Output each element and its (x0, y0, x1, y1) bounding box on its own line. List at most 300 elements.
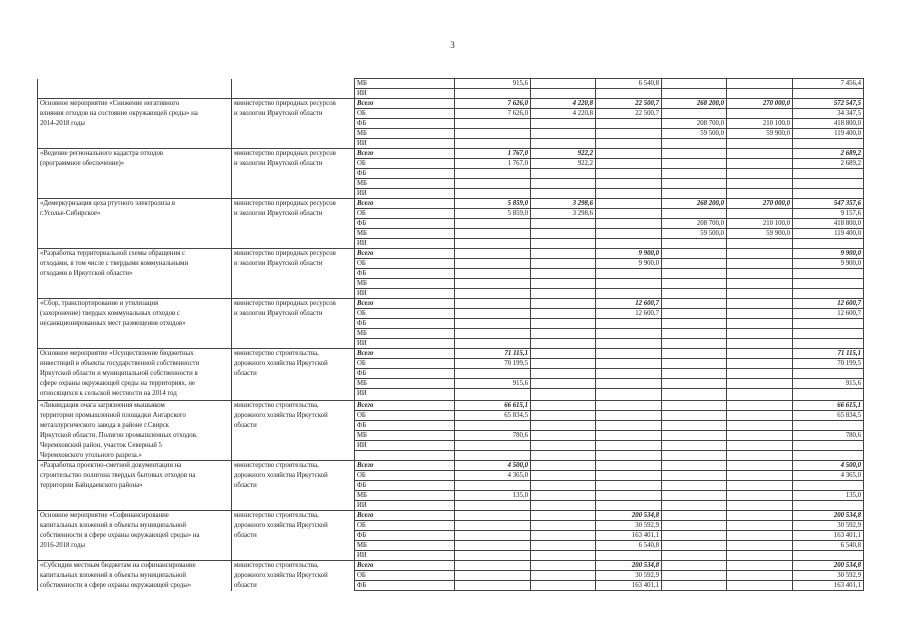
activity-name-cell: отходами, в том числе с твердыми коммунальными (38, 259, 232, 269)
amount-cell (793, 551, 864, 561)
amount-cell: 12 600,7 (793, 309, 864, 319)
amount-cell (531, 511, 596, 521)
amount-cell (596, 169, 662, 179)
amount-cell (662, 531, 727, 541)
activity-name-cell: металлургического завода в районе г.Свирск (38, 421, 232, 431)
amount-cell (662, 411, 727, 421)
amount-cell (531, 249, 596, 259)
amount-cell: 59 900,0 (727, 129, 793, 139)
amount-cell: 119 400,0 (793, 229, 864, 239)
amount-cell (455, 299, 531, 309)
amount-cell (662, 209, 727, 219)
executor-cell (232, 389, 355, 401)
activity-name-cell (38, 229, 232, 239)
amount-cell (531, 119, 596, 129)
table-row (38, 421, 864, 431)
amount-cell (727, 461, 793, 471)
table-row (38, 199, 864, 209)
table-row (38, 129, 864, 139)
amount-cell (793, 139, 864, 149)
amount-cell (596, 401, 662, 411)
executor-cell (232, 89, 355, 99)
funding-source-cell: МБ (355, 229, 455, 239)
executor-cell: министерство строительства, (232, 401, 355, 411)
amount-cell: 915,6 (455, 79, 531, 89)
funding-source-cell: ФБ (355, 219, 455, 229)
activity-name-cell (38, 239, 232, 249)
activity-name-cell: Черемховского угольного разреза.» (38, 451, 232, 461)
amount-cell (455, 179, 531, 189)
activity-name-cell: (захоронение) твердых коммунальных отходов с (38, 309, 232, 319)
executor-cell (232, 319, 355, 329)
amount-cell (727, 451, 793, 461)
table-row (38, 369, 864, 379)
executor-cell: и экологии Иркутской области (232, 209, 355, 219)
amount-cell (531, 561, 596, 571)
funding-source-cell: Всего (355, 299, 455, 309)
amount-cell (662, 541, 727, 551)
amount-cell (531, 279, 596, 289)
amount-cell: 4 220,8 (531, 99, 596, 109)
amount-cell (596, 359, 662, 369)
amount-cell (596, 551, 662, 561)
amount-cell: 7 456,4 (793, 79, 864, 89)
amount-cell (531, 521, 596, 531)
funding-source-cell: Всего (355, 401, 455, 411)
executor-cell (232, 431, 355, 441)
amount-cell (596, 239, 662, 249)
executor-cell (232, 379, 355, 389)
executor-cell: министерство строительства, (232, 349, 355, 359)
activity-name-cell (38, 339, 232, 349)
amount-cell (455, 229, 531, 239)
amount-cell: 208 700,0 (662, 119, 727, 129)
table-row (38, 279, 864, 289)
activity-name-cell: «Сбор, транспортирование и утилизация (38, 299, 232, 309)
amount-cell: 4 500,0 (793, 461, 864, 471)
amount-cell: 200 534,8 (793, 561, 864, 571)
amount-cell (662, 389, 727, 401)
amount-cell: 915,6 (793, 379, 864, 389)
amount-cell (727, 389, 793, 401)
funding-source-cell: ОБ (355, 259, 455, 269)
amount-cell (455, 259, 531, 269)
activity-name-cell: г.Усолье-Сибирское» (38, 209, 232, 219)
table-row (38, 431, 864, 441)
amount-cell (455, 581, 531, 591)
activity-name-cell (38, 89, 232, 99)
amount-cell (793, 329, 864, 339)
amount-cell (727, 309, 793, 319)
amount-cell: 65 834,5 (455, 411, 531, 421)
amount-cell: 9 900,0 (793, 259, 864, 269)
amount-cell (662, 521, 727, 531)
amount-cell (793, 169, 864, 179)
amount-cell (793, 369, 864, 379)
activity-name-cell: 2014-2018 годы (38, 119, 232, 129)
activity-name-cell: Основное мероприятие «Снижение негативного (38, 99, 232, 109)
activity-name-cell: «Ведение регионального кадастра отходов (38, 149, 232, 159)
amount-cell: 12 600,7 (596, 309, 662, 319)
funding-source-cell: ФБ (355, 369, 455, 379)
funding-source-cell: ИИ (355, 289, 455, 299)
amount-cell (531, 329, 596, 339)
amount-cell: 1 767,0 (455, 149, 531, 159)
amount-cell: 915,6 (455, 379, 531, 389)
executor-cell (232, 501, 355, 511)
amount-cell (793, 319, 864, 329)
amount-cell (531, 179, 596, 189)
executor-cell (232, 219, 355, 229)
amount-cell (727, 561, 793, 571)
amount-cell (727, 139, 793, 149)
table-row (38, 109, 864, 119)
amount-cell (727, 89, 793, 99)
funding-source-cell: МБ (355, 329, 455, 339)
amount-cell (727, 109, 793, 119)
activity-name-cell: строительство полигона твердых бытовых отходов на (38, 471, 232, 481)
funding-source-cell: ИИ (355, 501, 455, 511)
amount-cell (531, 541, 596, 551)
activity-name-cell (38, 169, 232, 179)
amount-cell (531, 441, 596, 451)
funding-source-cell: ИИ (355, 239, 455, 249)
amount-cell: 59 500,0 (662, 129, 727, 139)
amount-cell: 30 592,9 (596, 521, 662, 531)
amount-cell: 6 540,8 (793, 541, 864, 551)
amount-cell (662, 571, 727, 581)
amount-cell (727, 521, 793, 531)
table-row (38, 219, 864, 229)
amount-cell: 418 800,0 (793, 219, 864, 229)
executor-cell: области (232, 581, 355, 591)
amount-cell (662, 169, 727, 179)
amount-cell (727, 189, 793, 199)
amount-cell: 270 000,0 (727, 199, 793, 209)
amount-cell: 208 700,0 (662, 219, 727, 229)
table-row (38, 299, 864, 309)
amount-cell (793, 269, 864, 279)
funding-source-cell: ФБ (355, 169, 455, 179)
executor-cell: дорожного хозяйства Иркутской (232, 359, 355, 369)
amount-cell: 9 900,0 (793, 249, 864, 259)
funding-source-cell: МБ (355, 541, 455, 551)
amount-cell (596, 329, 662, 339)
amount-cell (727, 481, 793, 491)
amount-cell (727, 149, 793, 159)
amount-cell: 4 220,8 (531, 109, 596, 119)
funding-source-cell: ОБ (355, 359, 455, 369)
amount-cell (531, 189, 596, 199)
amount-cell (531, 309, 596, 319)
funding-source-cell: МБ (355, 179, 455, 189)
amount-cell (662, 349, 727, 359)
amount-cell (455, 531, 531, 541)
amount-cell: 22 500,7 (596, 109, 662, 119)
executor-cell (232, 541, 355, 551)
amount-cell (727, 401, 793, 411)
executor-cell (232, 119, 355, 129)
activity-name-cell: «Демеркуризация цеха ртутного электролиза в (38, 199, 232, 209)
executor-cell (232, 491, 355, 501)
amount-cell: 135,0 (793, 491, 864, 501)
executor-cell (232, 129, 355, 139)
funding-source-cell: ОБ (355, 209, 455, 219)
activity-name-cell: территории промышленной площадки Ангарского (38, 411, 232, 421)
activity-name-cell: собственности в сфере охраны окружающей среды» (38, 581, 232, 591)
table-row (38, 451, 864, 461)
amount-cell (455, 421, 531, 431)
executor-cell: министерство природных ресурсов (232, 99, 355, 109)
funding-source-cell: МБ (355, 379, 455, 389)
table-row (38, 359, 864, 369)
funding-source-cell: ФБ (355, 421, 455, 431)
amount-cell (793, 279, 864, 289)
budget-table (37, 78, 864, 591)
table-row (38, 571, 864, 581)
table-row (38, 349, 864, 359)
table-row (38, 89, 864, 99)
amount-cell (531, 411, 596, 421)
amount-cell (662, 491, 727, 501)
amount-cell (596, 159, 662, 169)
funding-source-cell: ОБ (355, 411, 455, 421)
amount-cell (596, 491, 662, 501)
funding-source-cell: ОБ (355, 571, 455, 581)
amount-cell: 200 534,8 (596, 511, 662, 521)
amount-cell (662, 359, 727, 369)
amount-cell (531, 451, 596, 461)
amount-cell (727, 339, 793, 349)
executor-cell: и экологии Иркутской области (232, 259, 355, 269)
funding-source-cell (355, 451, 455, 461)
amount-cell: 572 547,5 (793, 99, 864, 109)
table-row (38, 259, 864, 269)
page-number: 3 (450, 40, 455, 50)
amount-cell: 71 115,1 (455, 349, 531, 359)
amount-cell: 9 900,0 (596, 259, 662, 269)
amount-cell (531, 461, 596, 471)
amount-cell (596, 501, 662, 511)
amount-cell (596, 451, 662, 461)
amount-cell (662, 289, 727, 299)
funding-source-cell: ФБ (355, 481, 455, 491)
amount-cell (662, 329, 727, 339)
table-row (38, 209, 864, 219)
amount-cell: 210 100,0 (727, 119, 793, 129)
funding-source-cell: ОБ (355, 471, 455, 481)
activity-name-cell (38, 289, 232, 299)
table-row (38, 511, 864, 521)
amount-cell (793, 421, 864, 431)
executor-cell: области (232, 531, 355, 541)
table-row (38, 471, 864, 481)
amount-cell (662, 189, 727, 199)
executor-cell (232, 289, 355, 299)
amount-cell (662, 431, 727, 441)
amount-cell (455, 571, 531, 581)
activity-name-cell: Черемховский район, участок Северный 5 (38, 441, 232, 451)
funding-source-cell: МБ (355, 279, 455, 289)
amount-cell (727, 179, 793, 189)
amount-cell (727, 379, 793, 389)
amount-cell (596, 461, 662, 471)
amount-cell: 163 401,1 (793, 581, 864, 591)
amount-cell: 9 900,0 (596, 249, 662, 259)
amount-cell: 7 626,0 (455, 109, 531, 119)
amount-cell: 135,0 (455, 491, 531, 501)
amount-cell (727, 491, 793, 501)
funding-source-cell: Всего (355, 349, 455, 359)
funding-source-cell: ФБ (355, 119, 455, 129)
amount-cell (531, 359, 596, 369)
amount-cell (596, 319, 662, 329)
amount-cell (531, 129, 596, 139)
activity-name-cell (38, 79, 232, 89)
funding-source-cell: ИИ (355, 551, 455, 561)
amount-cell: 9 157,6 (793, 209, 864, 219)
amount-cell (662, 471, 727, 481)
amount-cell: 4 365,0 (455, 471, 531, 481)
executor-cell: министерство природных ресурсов (232, 149, 355, 159)
executor-cell: и экологии Иркутской области (232, 109, 355, 119)
amount-cell (662, 159, 727, 169)
funding-source-cell: Всего (355, 461, 455, 471)
amount-cell (727, 531, 793, 541)
amount-cell (727, 411, 793, 421)
executor-cell (232, 441, 355, 451)
activity-name-cell: «Ликвидация очага загрязнения мышьяком (38, 401, 232, 411)
funding-source-cell: ФБ (355, 269, 455, 279)
executor-cell: министерство строительства, (232, 461, 355, 471)
amount-cell (455, 189, 531, 199)
amount-cell (455, 329, 531, 339)
table-row (38, 239, 864, 249)
amount-cell (662, 551, 727, 561)
amount-cell (531, 571, 596, 581)
amount-cell (662, 279, 727, 289)
funding-source-cell: Всего (355, 199, 455, 209)
executor-cell: и экологии Иркутской области (232, 159, 355, 169)
amount-cell: 4 500,0 (455, 461, 531, 471)
table-row (38, 179, 864, 189)
amount-cell (531, 219, 596, 229)
amount-cell (662, 239, 727, 249)
amount-cell (596, 369, 662, 379)
amount-cell: 922,2 (531, 149, 596, 159)
amount-cell: 163 401,1 (793, 531, 864, 541)
amount-cell (727, 329, 793, 339)
activity-name-cell: собственности в сфере охраны окружающей среды» на (38, 531, 232, 541)
funding-source-cell: ИИ (355, 441, 455, 451)
amount-cell (455, 389, 531, 401)
amount-cell (596, 411, 662, 421)
executor-cell (232, 339, 355, 349)
amount-cell (662, 481, 727, 491)
executor-cell (232, 551, 355, 561)
table-row (38, 541, 864, 551)
activity-name-cell: территории Байндаевского района» (38, 481, 232, 491)
activity-name-cell: Основное мероприятие «Осуществление бюджетных (38, 349, 232, 359)
funding-source-cell: Всего (355, 561, 455, 571)
activity-name-cell: Иркутской области и муниципальной собственности в (38, 369, 232, 379)
amount-cell (596, 119, 662, 129)
amount-cell (662, 451, 727, 461)
table-row (38, 481, 864, 491)
amount-cell: 5 859,0 (455, 209, 531, 219)
amount-cell: 780,6 (455, 431, 531, 441)
amount-cell: 66 615,1 (793, 401, 864, 411)
amount-cell: 71 115,1 (793, 349, 864, 359)
amount-cell (727, 551, 793, 561)
amount-cell (793, 339, 864, 349)
table-row (38, 389, 864, 401)
executor-cell: министерство строительства, (232, 561, 355, 571)
amount-cell (727, 471, 793, 481)
amount-cell (793, 189, 864, 199)
amount-cell: 7 626,0 (455, 99, 531, 109)
executor-cell: дорожного хозяйства Иркутской (232, 471, 355, 481)
funding-source-cell: МБ (355, 491, 455, 501)
table-row (38, 441, 864, 451)
activity-name-cell: несанкционированных мест размещения отходов» (38, 319, 232, 329)
amount-cell (596, 349, 662, 359)
amount-cell (455, 239, 531, 249)
amount-cell (793, 89, 864, 99)
executor-cell: министерство строительства, (232, 511, 355, 521)
activity-name-cell: капитальных вложений в объекты муниципальной (38, 521, 232, 531)
amount-cell (793, 389, 864, 401)
amount-cell (531, 89, 596, 99)
funding-source-cell: Всего (355, 249, 455, 259)
activity-name-cell (38, 139, 232, 149)
funding-source-cell: ФБ (355, 581, 455, 591)
amount-cell (727, 259, 793, 269)
table-row (38, 491, 864, 501)
amount-cell (596, 269, 662, 279)
amount-cell (662, 421, 727, 431)
amount-cell (455, 369, 531, 379)
table-row (38, 139, 864, 149)
amount-cell (727, 269, 793, 279)
activity-name-cell: сфере охраны окружающей среды на территориях, не (38, 379, 232, 389)
amount-cell (727, 581, 793, 591)
amount-cell (455, 129, 531, 139)
activity-name-cell: инвестиций в объекты государственной собственности (38, 359, 232, 369)
funding-source-cell: ФБ (355, 319, 455, 329)
amount-cell: 5 859,0 (455, 199, 531, 209)
amount-cell (793, 451, 864, 461)
amount-cell: 12 600,7 (596, 299, 662, 309)
amount-cell (596, 289, 662, 299)
table-row (38, 149, 864, 159)
activity-name-cell (38, 189, 232, 199)
activity-name-cell (38, 279, 232, 289)
amount-cell: 30 592,9 (596, 571, 662, 581)
funding-source-cell: ФБ (355, 531, 455, 541)
table-row (38, 119, 864, 129)
activity-name-cell (38, 219, 232, 229)
activity-name-cell: «Разработка проектно-сметной документации на (38, 461, 232, 471)
table-row (38, 229, 864, 239)
amount-cell (455, 309, 531, 319)
amount-cell (531, 501, 596, 511)
amount-cell (531, 79, 596, 89)
funding-source-cell: Всего (355, 511, 455, 521)
amount-cell: 4 365,0 (793, 471, 864, 481)
amount-cell (596, 219, 662, 229)
amount-cell (531, 379, 596, 389)
